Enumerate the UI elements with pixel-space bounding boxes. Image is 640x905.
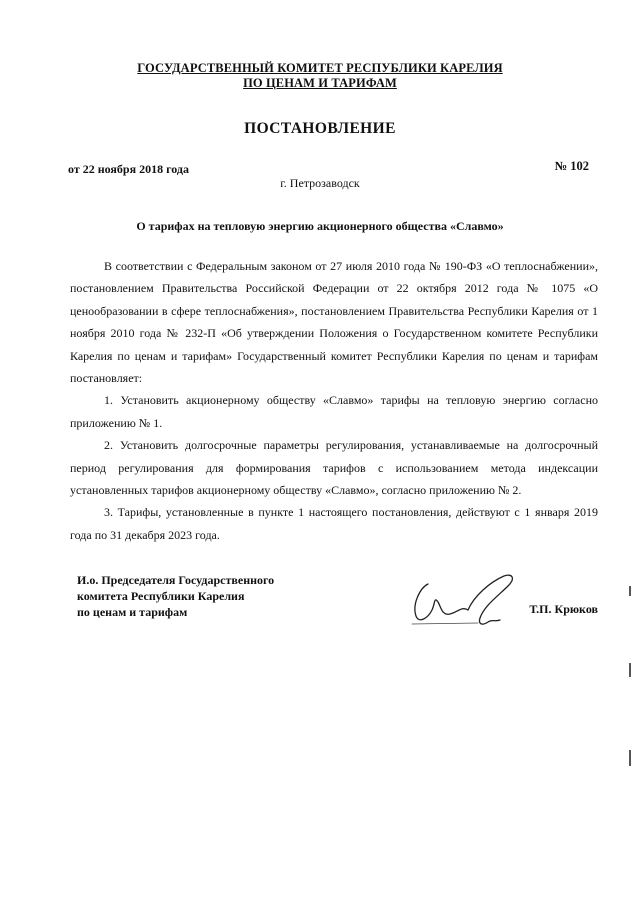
document-title: ПОСТАНОВЛЕНИЕ [244,120,396,137]
signer-position-line3: по ценам и тарифам [77,605,188,619]
signer-position [77,572,274,620]
document-city: г. Петрозаводск [280,176,360,190]
committee-name-line1: ГОСУДАРСТВЕННЫЙ КОМИТЕТ РЕСПУБЛИКИ КАРЕЛИЯ [137,61,503,75]
item-2-paragraph: 2. Установить долгосрочные параметры регулирования, устанавливаемые на долгосрочный период регулирования для формирования тарифов с использованием метода индексации установленных тарифов акционерному обществу «Славмо», согласно приложению № 2. [70,438,598,498]
committee-name-line2: ПО ЦЕНАМ И ТАРИФАМ [243,76,397,90]
document-number: № 102 [554,159,589,173]
signer-position-line1: И.о. Председателя Государственного [77,573,275,587]
scan-edge-mark-1 [629,586,631,596]
intro-paragraph: В соответствии с Федеральным законом от 27 июля 2010 года № 190-ФЗ «О теплоснабжении», постановлением Правительства Российской Федерации от 22 октября 2012 года № 1075 «О ценообразовании в сфере теплоснабжения», постановлением Правительства Республики Карелия от 1 ноября 2010 года № 232-П «Об утверждении Положения о Государственном комитете Республики Карелия по ценам и тарифам» Государственный комитет Республики Карелия по ценам и тарифам постановляет: [70,259,598,386]
signer-name: Т.П. Крюков [529,602,598,616]
scan-edge-mark-3 [629,750,631,766]
document-subject: О тарифах на тепловую энергию акционерного общества «Славмо» [136,219,504,233]
signer-position-line2: комитета Республики Карелия [77,589,245,603]
item-1-paragraph: 1. Установить акционерному обществу «Славмо» тарифы на тепловую энергию согласно приложению № 1. [70,393,598,430]
item-3-paragraph: 3. Тарифы, установленные в пункте 1 настоящего постановления, действуют с 1 января 2019 года по 31 декабря 2023 года. [70,505,598,542]
document-body [70,255,598,546]
handwritten-signature [398,566,528,632]
scan-edge-mark-2 [629,663,631,677]
document-date: от 22 ноября 2018 года [68,162,189,176]
